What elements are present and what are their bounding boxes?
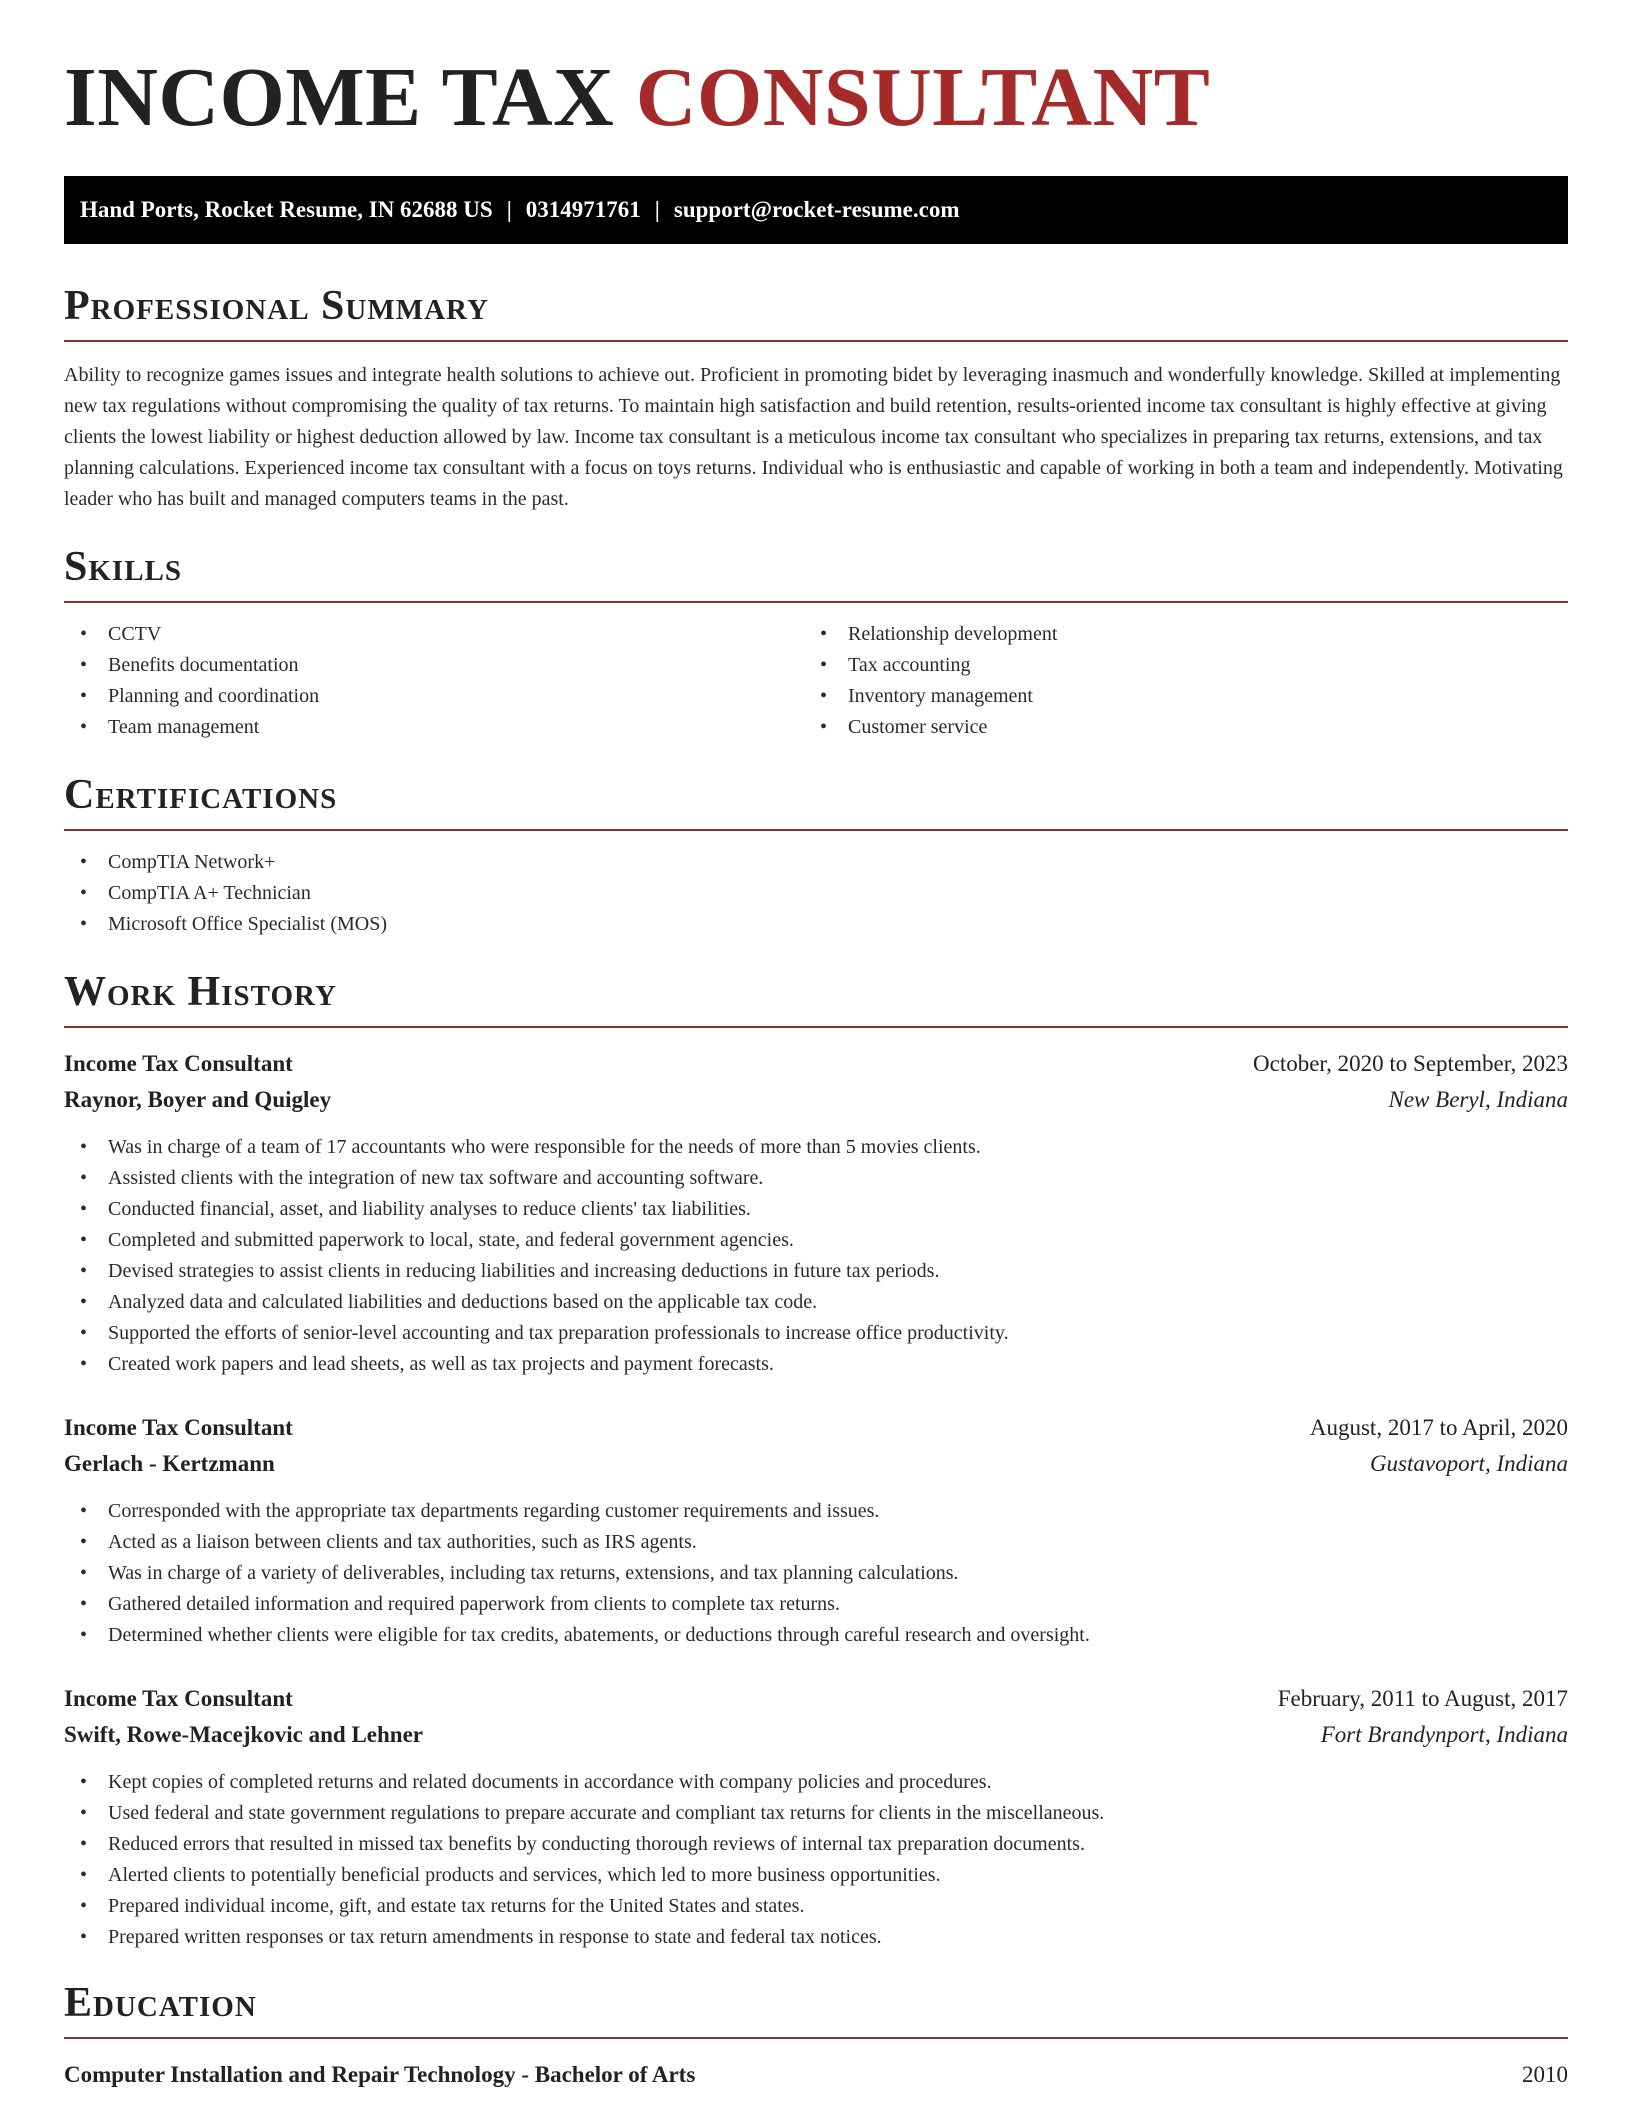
job-duty-item: • Assisted clients with the integration of new tax software and accounting software.	[64, 1163, 1568, 1194]
job-duty-item: • Was in charge of a team of 17 accountants who were responsible for the needs of more than 5 movies clients.	[64, 1132, 1568, 1163]
job-duty-item: • Conducted financial, asset, and liability analyses to reduce clients' tax liabilities.	[64, 1194, 1568, 1225]
education-year: 2010	[1522, 2062, 1568, 2087]
job-duty-item: • Analyzed data and calculated liabilities and deductions based on the applicable tax code.	[64, 1287, 1568, 1318]
skill-item: • Relationship development	[804, 619, 1544, 650]
section-divider	[64, 1026, 1568, 1028]
job-duty-item: • Completed and submitted paperwork to local, state, and federal government agencies.	[64, 1225, 1568, 1256]
job-company: Swift, Rowe-Macejkovic and Lehner	[64, 1722, 424, 1747]
section-divider	[64, 829, 1568, 831]
certifications-heading: Certifications	[64, 772, 338, 818]
certification-item: • CompTIA Network+	[64, 847, 1568, 878]
job-dates: October, 2020 to September, 2023	[1253, 1051, 1568, 1076]
summary-heading: Professional Summary	[64, 283, 489, 329]
section-divider	[64, 601, 1568, 603]
contact-phone[interactable]: 0314971761	[525, 197, 641, 222]
skills-list-right	[804, 619, 1544, 743]
job-entry	[64, 1046, 1568, 1380]
contact-address: Hand Ports, Rocket Resume, IN 62688 US	[80, 197, 493, 222]
skills-column-right	[804, 619, 1544, 743]
job-company-row	[64, 1082, 1568, 1118]
contact-bar	[64, 176, 1568, 244]
job-entry	[64, 1410, 1568, 1651]
job-company-row	[64, 1717, 1568, 1753]
summary-section	[64, 282, 1568, 515]
job-company-row	[64, 1446, 1568, 1482]
skill-item: • Tax accounting	[804, 650, 1544, 681]
contact-email[interactable]: support@rocket-resume.com	[673, 197, 960, 222]
job-duties-list	[64, 1496, 1568, 1651]
certification-item: • CompTIA A+ Technician	[64, 878, 1568, 909]
job-entry	[64, 1681, 1568, 1953]
title-first-part: INCOME TAX	[64, 51, 615, 144]
job-header-row	[64, 1681, 1568, 1717]
skill-item: • CCTV	[64, 619, 804, 650]
work-history-section	[64, 968, 1568, 1953]
summary-text: Ability to recognize games issues and integrate health solutions to achieve out. Proficient in promoting bidet by leveraging inasmuch and wonderfully knowledge. Skilled at implementing new tax regulations without compromising the quality of tax returns. To maintain high satisfaction and build retention, results-oriented income tax consultant is highly effective at giving clients the lowest liability or highest deduction allowed by law. Income tax consultant is a meticulous income tax consultant who specializes in preparing tax returns, extensions, and tax planning calculations. Experienced income tax consultant with a focus on toys returns. Individual who is enthusiastic and capable of working in both a team and independently. Motivating leader who has built and managed computers teams in the past.	[64, 364, 1563, 510]
skills-section	[64, 543, 1568, 743]
job-header-row	[64, 1046, 1568, 1082]
job-duty-item: • Reduced errors that resulted in missed tax benefits by conducting thorough reviews of internal tax preparation documents.	[64, 1829, 1568, 1860]
contact-separator: |	[506, 197, 512, 222]
skill-item: • Benefits documentation	[64, 650, 804, 681]
job-company: Raynor, Boyer and Quigley	[64, 1087, 332, 1112]
title-accent-part: CONSULTANT	[635, 51, 1211, 144]
education-degree: Computer Installation and Repair Technology - Bachelor of Arts	[64, 2062, 696, 2087]
job-duty-item: • Used federal and state government regulations to prepare accurate and compliant tax returns for clients in the miscellaneous.	[64, 1798, 1568, 1829]
skills-heading: Skills	[64, 544, 183, 590]
job-dates: August, 2017 to April, 2020	[1309, 1415, 1568, 1440]
skills-grid	[64, 619, 1568, 743]
job-duty-item: • Gathered detailed information and required paperwork from clients to complete tax returns.	[64, 1589, 1568, 1620]
job-title: Income Tax Consultant	[64, 1686, 293, 1711]
education-section	[64, 1979, 1568, 2093]
job-title: Income Tax Consultant	[64, 1051, 293, 1076]
job-header-row	[64, 1410, 1568, 1446]
skill-item: • Planning and coordination	[64, 681, 804, 712]
page-title	[64, 0, 1568, 144]
job-duty-item: • Alerted clients to potentially beneficial products and services, which led to more business opportunities.	[64, 1860, 1568, 1891]
job-duty-item: • Created work papers and lead sheets, as well as tax projects and payment forecasts.	[64, 1349, 1568, 1380]
section-divider	[64, 2037, 1568, 2039]
job-duty-item: • Determined whether clients were eligible for tax credits, abatements, or deductions through careful research and oversight.	[64, 1620, 1568, 1651]
job-duty-item: • Corresponded with the appropriate tax departments regarding customer requirements and issues.	[64, 1496, 1568, 1527]
education-heading: Education	[64, 1980, 257, 2026]
job-location: Fort Brandynport, Indiana	[1320, 1722, 1568, 1747]
job-duty-item: • Kept copies of completed returns and related documents in accordance with company policies and procedures.	[64, 1767, 1568, 1798]
job-company: Gerlach - Kertzmann	[64, 1451, 275, 1476]
job-location: New Beryl, Indiana	[1388, 1087, 1568, 1112]
job-duty-item: • Prepared individual income, gift, and estate tax returns for the United States and states.	[64, 1891, 1568, 1922]
work-history-heading: Work History	[64, 969, 337, 1015]
job-duties-list	[64, 1767, 1568, 1953]
section-divider	[64, 340, 1568, 342]
contact-separator: |	[654, 197, 660, 222]
certification-item: • Microsoft Office Specialist (MOS)	[64, 909, 1568, 940]
job-duty-item: • Acted as a liaison between clients and tax authorities, such as IRS agents.	[64, 1527, 1568, 1558]
job-duty-item: • Was in charge of a variety of deliverables, including tax returns, extensions, and tax planning calculations.	[64, 1558, 1568, 1589]
job-dates: February, 2011 to August, 2017	[1277, 1686, 1568, 1711]
certifications-list	[64, 847, 1568, 940]
job-duties-list	[64, 1132, 1568, 1380]
skill-item: • Team management	[64, 712, 804, 743]
job-duty-item: • Prepared written responses or tax return amendments in response to state and federal tax notices.	[64, 1922, 1568, 1953]
skills-list-left	[64, 619, 804, 743]
skills-column-left	[64, 619, 804, 743]
skill-item: • Inventory management	[804, 681, 1544, 712]
job-duty-item: • Supported the efforts of senior-level accounting and tax preparation professionals to increase office productivity.	[64, 1318, 1568, 1349]
job-location: Gustavoport, Indiana	[1369, 1451, 1568, 1476]
certifications-section	[64, 771, 1568, 940]
education-row	[64, 2057, 1568, 2093]
job-title: Income Tax Consultant	[64, 1415, 293, 1440]
skill-item: • Customer service	[804, 712, 1544, 743]
job-duty-item: • Devised strategies to assist clients in reducing liabilities and increasing deductions in future tax periods.	[64, 1256, 1568, 1287]
